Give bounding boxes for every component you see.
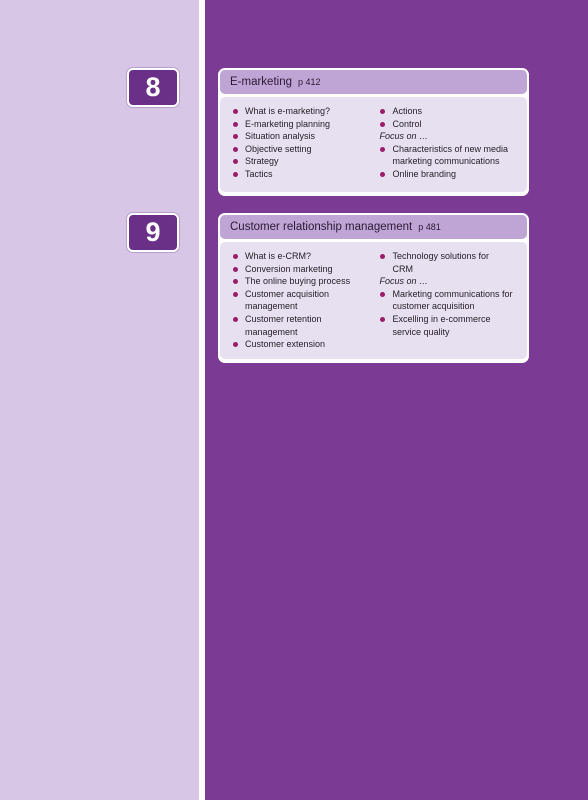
list-item: Online branding: [379, 168, 519, 181]
list-item: E-marketing planning: [232, 118, 379, 131]
focus-label: Focus on …: [379, 131, 429, 142]
chapter-8-page: p 412: [298, 77, 321, 87]
list-item: Strategy: [232, 155, 379, 168]
list-item: Technology solutions for CRM: [379, 250, 519, 275]
list-item: Control: [379, 118, 519, 131]
list-item: Customer extension: [232, 338, 379, 351]
list-item: The online buying process: [232, 275, 379, 288]
chapter-9-page: p 481: [418, 222, 441, 232]
chapter-8-card: [218, 68, 529, 196]
chapter-9-card: [218, 213, 529, 363]
list-item: Situation analysis: [232, 130, 379, 143]
chapter-8-col2: [379, 105, 519, 186]
list-item: Excelling in e-commerce service quality: [379, 313, 519, 338]
list-item: What is e-CRM?: [232, 250, 379, 263]
list-item: What is e-marketing?: [232, 105, 379, 118]
list-item: Marketing communications for customer acquisition: [379, 288, 519, 313]
list-item: Customer retention management: [232, 313, 379, 338]
list-item: Tactics: [232, 168, 379, 181]
chapter-8-title: E-marketing: [230, 76, 292, 88]
chapter-8-header: [220, 70, 527, 94]
list-item: Customer acquisition management: [232, 288, 379, 313]
chapter-8-badge: 8: [127, 68, 179, 107]
chapter-9-title: Customer relationship management: [230, 221, 413, 233]
left-panel: [0, 0, 199, 800]
chapter-8-body: [220, 97, 527, 192]
chapter-8-col1: [232, 105, 379, 186]
chapter-9-col1: [232, 250, 379, 353]
chapter-9-header: [220, 215, 527, 239]
chapter-9-col2: [379, 250, 519, 353]
list-item: Actions: [379, 105, 519, 118]
list-item: Characteristics of new media marketing communications: [379, 143, 519, 168]
chapter-9-body: [220, 242, 527, 359]
list-item: Conversion marketing: [232, 263, 379, 276]
focus-label: Focus on …: [379, 276, 429, 287]
list-item: Objective setting: [232, 143, 379, 156]
chapter-9-badge: 9: [127, 213, 179, 252]
